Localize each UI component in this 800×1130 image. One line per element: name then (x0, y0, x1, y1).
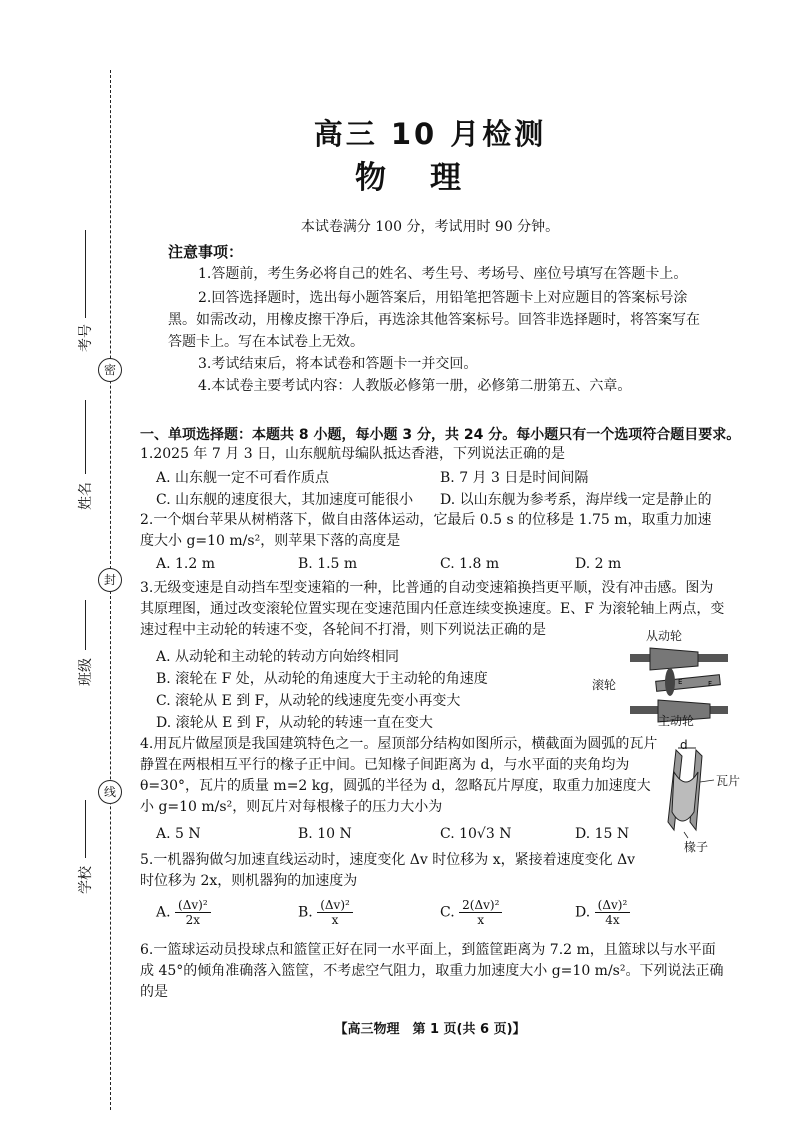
svg-text:F: F (708, 680, 713, 688)
question-1-stem: 1.2025 年 7 月 3 日，山东舰航母编队抵达香港，下列说法正确的是 (140, 446, 566, 462)
seal-feng: 封 (98, 568, 122, 592)
q5-option-a-letter: A. (156, 904, 171, 921)
q4-option-b: B. 10 N (298, 826, 352, 842)
name-label: 姓名 (78, 482, 94, 510)
q5-option-b-letter: B. (298, 904, 313, 921)
tile-label: 瓦片 (716, 774, 741, 788)
q5-option-d-fraction: $\frac{\text{(Δv)²}}{4x}$ (595, 898, 631, 927)
driving-wheel-label: 主动轮 (658, 714, 695, 728)
seal-mi: 密 (98, 358, 122, 382)
q2-option-a: A. 1.2 m (156, 556, 216, 572)
q4-option-c: C. 10√3 N (440, 826, 512, 842)
note-4: 4.本试卷主要考试内容：人教版必修第一册，必修第二册第五、六章。 (198, 378, 632, 394)
q5-option-b (298, 898, 353, 927)
q3-option-d: D. 滚轮从 E 到 F，从动轮的转速一直在变大 (156, 715, 433, 731)
driven-wheel-label: 从动轮 (646, 629, 683, 643)
roller-label: 滚轮 (592, 678, 617, 692)
q5-option-a (156, 898, 211, 927)
page-footer: 【高三物理 第 1 页(共 6 页)】 (334, 1022, 526, 1037)
question-4-stem: 4.用瓦片做屋顶是我国建筑特色之一。屋顶部分结构如图所示，横截面为圆弧的瓦片静置在两根相互平行的椽子正中间。已知椽子间距离为 d，与水平面的夹角均为 θ=30°，瓦片的质量 m=2 kg，圆弧的半径为 d，忽略瓦片厚度，取重力加速度大小 g=10 m/s²，则瓦片对每根椽子的压力大小为 (140, 736, 658, 815)
q1-option-c: C. 山东舰的速度很大，其加速度可能很小 (156, 492, 414, 508)
exam-title: 高三 10 月检测 (313, 117, 547, 151)
q5-option-d-letter: D. (575, 904, 591, 921)
q5-option-b-fraction: $\frac{\text{(Δv)²}}{x}$ (317, 898, 353, 927)
note-2-end: 答题卡上。写在本试卷上无效。 (168, 334, 364, 350)
exam-number-label: 考号 (78, 324, 94, 352)
driven-wheel-cone (650, 648, 698, 670)
note-1: 1.答题前，考生务必将自己的姓名、考生号、考场号、座位号填写在答题卡上。 (198, 266, 688, 282)
q5-option-c-fraction: $\frac{\text{2(Δv)²}}{x}$ (459, 898, 502, 927)
q4-option-a: A. 5 N (156, 826, 201, 842)
q3-option-c: C. 滚轮从 E 到 F，从动轮的线速度先变小再变大 (156, 693, 461, 709)
q1-option-d: D. 以山东舰为参考系，海岸线一定是静止的 (440, 492, 712, 508)
q1-option-b: B. 7 月 3 日是时间间隔 (440, 470, 589, 486)
q3-option-a: A. 从动轮和主动轮的转动方向始终相同 (156, 649, 400, 665)
school-label: 学校 (78, 866, 94, 894)
class-line (85, 600, 86, 650)
q3-option-b: B. 滚轮在 F 处，从动轮的角速度大于主动轮的角速度 (156, 671, 488, 687)
roller-icon (665, 668, 675, 696)
question-5-stem: 5.一机器狗做匀加速直线运动时，速度变化 Δv 时位移为 x，紧接着速度变化 Δv 时位移为 2x，则机器狗的加速度为 (140, 852, 636, 889)
svg-text:E: E (678, 678, 683, 686)
q2-option-c: C. 1.8 m (440, 556, 500, 572)
school-line (85, 800, 86, 858)
q1-option-a: A. 山东舰一定不可看作质点 (156, 470, 330, 486)
name-line (85, 400, 86, 474)
school-field[interactable] (55, 800, 95, 910)
class-label: 班级 (78, 658, 94, 686)
exam-meta: 本试卷满分 100 分，考试用时 90 分钟。 (300, 219, 560, 235)
question-2-stem: 2.一个烟台苹果从树梢落下，做自由落体运动，它最后 0.5 s 的位移是 1.75 m，取重力加速度大小 g=10 m/s²，则苹果下落的高度是 (140, 512, 712, 549)
note-2: 2.回答选择题时，选出每小题答案后，用铅笔把答题卡上对应题目的答案标号涂 (198, 290, 688, 306)
question-6-stem: 6.一篮球运动员投球点和篮筐正好在同一水平面上，到篮筐距离为 7.2 m，且篮球以与水平面成 45°的倾角准确落入篮筐，不考虑空气阻力，取重力加速度大小 g=10 m/s²。下列说法正确的是 (140, 942, 724, 1000)
question-3-stem: 3.无级变速是自动挡车型变速箱的一种，比普通的自动变速箱换挡更平顺，没有冲击感。图为其原理图，通过改变滚轮位置实现在变速范围内任意连续变换速度。E、F 为滚轮轴上两点，变速过程中主动轮的转速不变，各轮间不打滑，则下列说法正确的是 (140, 580, 725, 638)
section-heading: 一、单项选择题：本题共 8 小题，每小题 3 分，共 24 分。每小题只有一个选项符合题目要求。 (140, 427, 741, 443)
q5-option-d (575, 898, 630, 927)
q5-option-a-fraction: $\frac{\text{(Δv)²}}{2x}$ (175, 898, 211, 927)
q2-option-d: D. 2 m (575, 556, 622, 572)
class-field[interactable] (55, 600, 95, 700)
note-3: 3.考试结束后，将本试卷和答题卡一并交回。 (198, 356, 478, 372)
notice-heading: 注意事项： (168, 243, 244, 261)
q5-option-c (440, 898, 502, 927)
exam-number-line (85, 230, 86, 318)
distance-d-label: d (680, 738, 688, 752)
note-2-cont: 黑。如需改动，用橡皮擦干净后，再选涂其他答案标号。回答非选择题时，将答案写在 (168, 312, 700, 328)
seal-xian: 线 (98, 780, 122, 804)
q4-option-d: D. 15 N (575, 826, 630, 842)
rafter-label: 椽子 (684, 840, 709, 854)
subject-title: 物理 (355, 160, 505, 196)
exam-number-field[interactable] (55, 230, 95, 350)
roof-tile-diagram (664, 742, 734, 842)
q5-option-c-letter: C. (440, 904, 455, 921)
q2-option-b: B. 1.5 m (298, 556, 358, 572)
name-field[interactable] (55, 400, 95, 530)
